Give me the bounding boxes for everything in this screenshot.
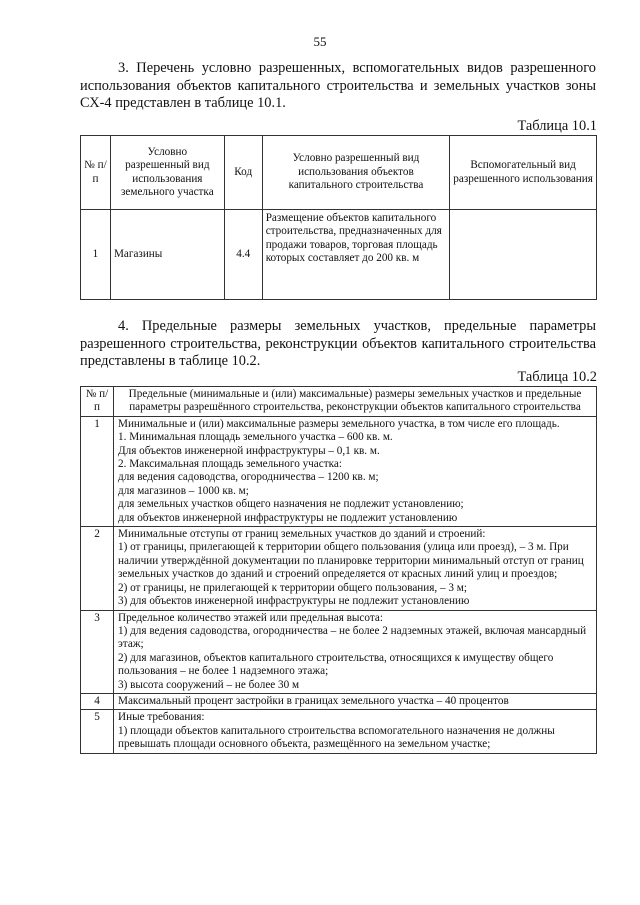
row-content <box>114 416 597 526</box>
row-num: 1 <box>81 416 114 526</box>
row-code: 4.4 <box>224 210 262 300</box>
row-line: 3) для объектов инженерной инфраструктуры не подлежит установлению <box>118 595 470 608</box>
header-capital-use: Условно разрешенный вид использования объектов капитального строительства <box>262 136 450 210</box>
header-num: № п/п <box>81 136 111 210</box>
row-line: 1. Минимальная площадь земельного участка – 600 кв. м. <box>118 431 393 444</box>
table-10-1-caption: Таблица 10.1 <box>517 118 597 134</box>
table-row <box>81 710 597 753</box>
row-line: Максимальный процент застройки в границах земельного участка – 40 процентов <box>118 694 509 707</box>
header-auxiliary: Вспомогательный вид разрешенного использования <box>450 136 597 210</box>
page-number: 55 <box>313 34 327 49</box>
table-row <box>81 416 597 526</box>
row-auxiliary <box>450 210 597 300</box>
section-4-text: 4. Предельные размеры земельных участков, предельные параметры разрешенного строительства, реконструкции объектов капитального строительства представлены в таблице 10.2. <box>80 318 596 369</box>
row-num: 4 <box>81 693 114 709</box>
row-line: Минимальные отступы от границ земельных участков до зданий и строений: <box>118 528 486 541</box>
row-line: Предельное количество этажей или предельная высота: <box>118 611 383 624</box>
table-10-1 <box>80 135 597 300</box>
row-num: 3 <box>81 610 114 693</box>
row-content <box>114 527 597 610</box>
table-10-2-header-row <box>81 387 597 417</box>
header-num: № п/п <box>81 387 114 417</box>
section-3-text: 3. Перечень условно разрешенных, вспомогательных видов разрешенного использования объектов капитального строительства и земельных участков зоны СХ-4 представлен в таблице 10.1. <box>80 60 596 111</box>
row-line: для земельных участков общего назначения не подлежит установлению; <box>118 498 464 511</box>
table-10-1-header-row <box>81 136 597 210</box>
row-line: 1) от границы, прилегающей к территории общего пользования (улица или проезд), – 3 м. При наличии утверждённой документации по планировке территории минимальный отступ от границ земельных участков до зданий и строений определяется от красных линий улиц и проездов; <box>118 541 584 581</box>
row-line: для ведения садоводства, огородничества – 1200 кв. м; <box>118 471 379 484</box>
table-row <box>81 610 597 693</box>
row-line: 2) от границы, не прилегающей к территории общего пользования, – 3 м; <box>118 581 467 594</box>
header-land-use: Условно разрешенный вид использования земельного участка <box>110 136 224 210</box>
table-row <box>81 527 597 610</box>
header-code: Код <box>224 136 262 210</box>
row-line: 3) высота сооружений – не более 30 м <box>118 678 300 691</box>
row-num: 5 <box>81 710 114 753</box>
row-line: Минимальные и (или) максимальные размеры земельного участка, в том числе его площадь. <box>118 417 560 430</box>
table-row <box>81 693 597 709</box>
section-4-paragraph <box>80 318 596 371</box>
row-line: для магазинов – 1000 кв. м; <box>118 484 249 497</box>
row-num: 1 <box>81 210 111 300</box>
table-10-2-caption: Таблица 10.2 <box>517 369 597 385</box>
row-line: 1) для ведения садоводства, огородничества – не более 2 надземных этажей, включая мансардный этаж; <box>118 624 587 651</box>
table-row <box>81 210 597 300</box>
row-content <box>114 693 597 709</box>
row-content <box>114 610 597 693</box>
row-line: 2. Максимальная площадь земельного участка: <box>118 458 342 471</box>
row-line: 2) для магазинов, объектов капитального строительства, относящихся к имуществу общего пользования – не более 1 надземного этажа; <box>118 651 554 678</box>
row-line: Иные требования: <box>118 711 205 724</box>
section-3-paragraph <box>80 60 596 113</box>
table-10-2 <box>80 386 597 754</box>
row-land-use: Магазины <box>110 210 224 300</box>
row-line: 1) площади объектов капитального строительства вспомогательного назначения не должны превышать площади основного объекта, размещённого на земельном участке; <box>118 724 555 751</box>
row-capital-use: Размещение объектов капитального строительства, предназначенных для продажи товаров, торговая площадь которых составляет до 200 кв. м <box>262 210 450 300</box>
row-content <box>114 710 597 753</box>
row-line: для объектов инженерной инфраструктуры не подлежит установлению <box>118 511 458 524</box>
row-num: 2 <box>81 527 114 610</box>
row-line: Для объектов инженерной инфраструктуры – 0,1 кв. м. <box>118 444 380 457</box>
header-params: Предельные (минимальные и (или) максимальные) размеры земельных участков и предельные параметры разрешённого строительства, реконструкции объектов капитального строительства <box>114 387 597 417</box>
